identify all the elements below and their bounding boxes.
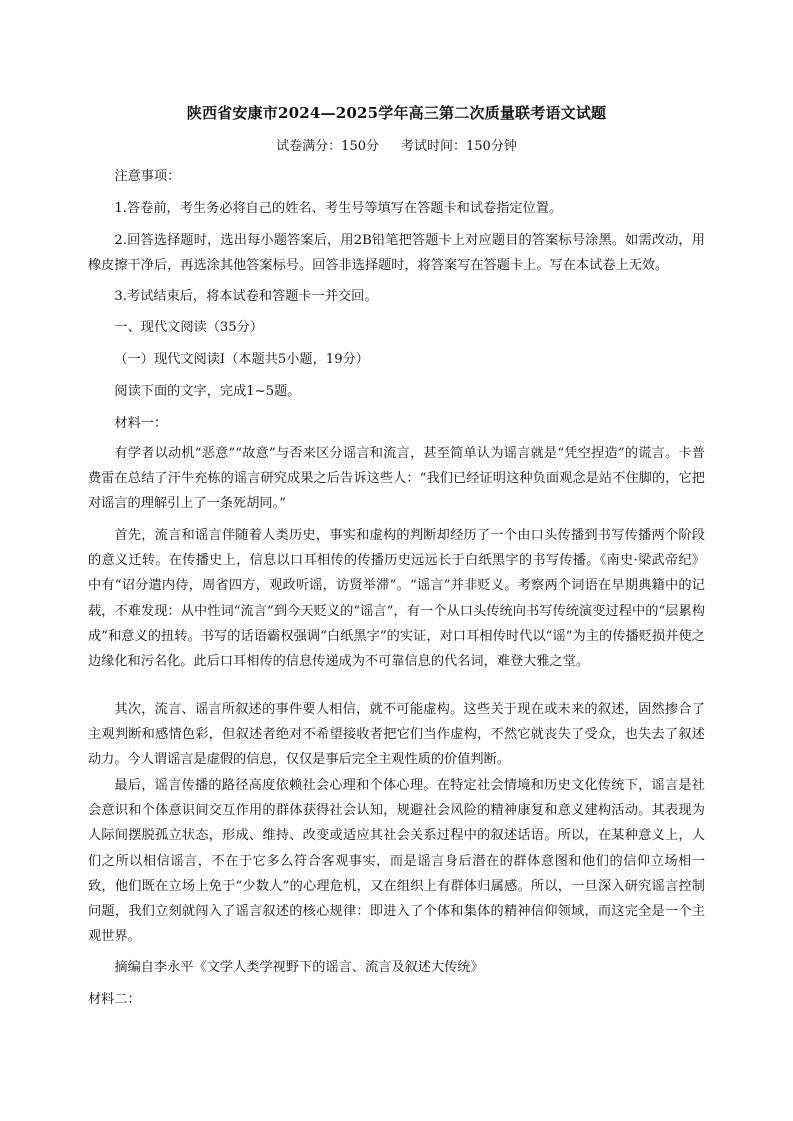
notice-heading: 注意事项：: [114, 169, 181, 184]
full-score-text: 试卷满分：150分: [276, 139, 379, 154]
notice-item-2: 2.回答选择题时，选出每小题答案后，用2B铅笔把答题卡上对应题目的答案标号涂黑。如需改动，用橡皮擦干净后，再选涂其他答案标号。回答非选择题时，将答案写在答题卡上。写在本试卷上无效。: [88, 233, 705, 274]
material-1-paragraph-1: 有学者以动机“恶意”“故意”与否来区分谣言和流言，甚至简单认为谣言就是“凭空捏造”的谎言。卡普费雷在总结了汗牛充栋的谣言研究成果之后告诉这些人：“我们已经证明这种负面观念是站不住脚的，它把对谣言的理解引上了一条死胡同。”: [88, 446, 705, 512]
material-1-paragraph-2: 首先，流言和谣言伴随着人类历史，事实和虚构的判断却经历了一个由口头传播到书写传播两个阶段的意义迁转。在传播史上，信息以口耳相传的传播历史远远长于白纸黑字的书写传播。《南史·梁武帝纪》中有“诏分遣内侍，周省四方，观政听谣，访贤举滞”。“谣言”并非贬义。考察两个词语在早期典籍中的记载，不难发现：从中性词“流言”到今天贬义的“谣言”，有一个从口头传统向书写传统演变过程中的“层累构成”和意义的扭转。书写的话语霸权强调“白纸黑字”的实证，对口耳相传时代以“谣”为主的传播贬损并使之边缘化和污名化。此后口耳相传的信息传递成为不可靠信息的代名词，难登大雅之堂。: [88, 528, 705, 670]
notice-item-3: 3.考试结束后，将本试卷和答题卡一并交回。: [114, 289, 378, 304]
exam-title: 陕西省安康市2024—2025学年高三第二次质量联考语文试题: [186, 104, 607, 122]
section-subheading: （一）现代文阅读Ⅰ（本题共5小题，19分）: [114, 352, 369, 367]
reading-instruction: 阅读下面的文字，完成1~5题。: [114, 384, 301, 399]
material-1-source: 摘编自李永平《文学人类学视野下的谣言、流言及叙述大传统》: [114, 960, 484, 975]
material-2-label: 材料二：: [88, 992, 141, 1007]
material-1-paragraph-4: 最后，谣言传播的路径高度依赖社会心理和个体心理。在特定社会情境和历史文化传统下，谣言是社会意识和个体意识间交互作用的群体获得社会认知，规避社会风险的精神康复和意义建构活动。其表现为人际间摆脱孤立状态，形成、维持、改变或适应其社会关系过程中的叙述话语。所以，在某种意义上，人们之所以相信谣言，不在于它多么符合客观事实，而是谣言身后潜在的群体意图和他们的信仰立场相一致，他们既在立场上免于“少数人”的心理危机，又在组织上有群体归属感。所以，一旦深入研究谣言控制问题，我们立刻就闯入了谣言叙述的核心规律：即进入了个体和集体的精神信仰领域，而这完全是一个主观世界。: [88, 778, 705, 945]
material-1-label: 材料一：: [114, 416, 168, 431]
exam-time-text: 考试时间：150分钟: [401, 139, 517, 154]
notice-item-1: 1.答卷前，考生务必将自己的姓名、考生号等填写在答题卡和试卷指定位置。: [114, 201, 563, 216]
material-1-paragraph-3: 其次，流言、谣言所叙述的事件要人相信，就不可能虚构。这些关于现在或未来的叙述，固然掺合了主观判断和感情色彩，但叙述者绝对不希望接收者把它们当作虚构，不然它就丧失了受众，也失去了叙述动力。今人谓谣言是虚假的信息，仅仅是事后完全主观性质的价值判断。: [88, 702, 705, 768]
section-heading: 一、现代文阅读（35分）: [114, 320, 264, 335]
exam-info: [0, 135, 793, 154]
